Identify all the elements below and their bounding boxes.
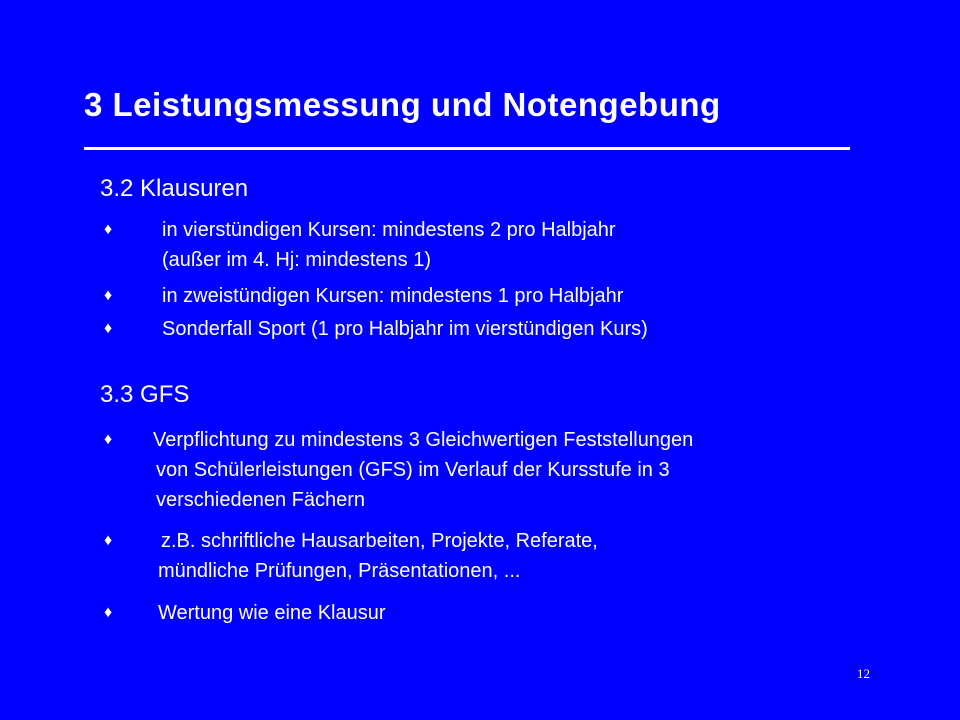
- bullet-line: z.B. schriftliche Hausarbeiten, Projekte, Referate,: [161, 530, 598, 552]
- page-number: 12: [857, 666, 870, 681]
- slide-title: 3 Leistungsmessung und Notengebung: [84, 86, 721, 123]
- bullet-text: [162, 314, 648, 344]
- bullet-line: Wertung wie eine Klausur: [158, 602, 386, 624]
- bullet-text: [158, 526, 598, 586]
- section-heading-gfs: 3.3 GFS: [100, 381, 190, 408]
- bullet-diamond-icon: ♦: [104, 604, 113, 621]
- bullet-line: verschiedenen Fächern: [156, 489, 366, 511]
- bullet-diamond-icon: ♦: [104, 431, 113, 448]
- bullet-line: Verpflichtung zu mindestens 3 Gleichwertigen Feststellungen: [153, 429, 694, 451]
- bullet-text: [162, 215, 616, 275]
- title-underline: [84, 147, 850, 150]
- bullet-diamond-icon: ♦: [104, 320, 113, 337]
- bullet-line: Sonderfall Sport (1 pro Halbjahr im vierstündigen Kurs): [162, 318, 648, 340]
- bullet-text: [153, 425, 694, 515]
- bullet-diamond-icon: ♦: [104, 287, 113, 304]
- bullet-line: mündliche Prüfungen, Präsentationen, ...: [158, 560, 521, 582]
- bullet-text: [158, 598, 386, 628]
- bullet-text: [162, 281, 623, 311]
- bullet-line: in zweistündigen Kursen: mindestens 1 pro Halbjahr: [162, 285, 624, 307]
- bullet-line: (außer im 4. Hj: mindestens 1): [162, 249, 431, 271]
- bullet-line: von Schülerleistungen (GFS) im Verlauf der Kursstufe in 3: [156, 459, 670, 481]
- bullet-diamond-icon: ♦: [104, 532, 113, 549]
- bullet-diamond-icon: ♦: [104, 221, 113, 238]
- section-heading-klausuren: 3.2 Klausuren: [100, 175, 249, 202]
- bullet-line: in vierstündigen Kursen: mindestens 2 pro Halbjahr: [162, 219, 616, 241]
